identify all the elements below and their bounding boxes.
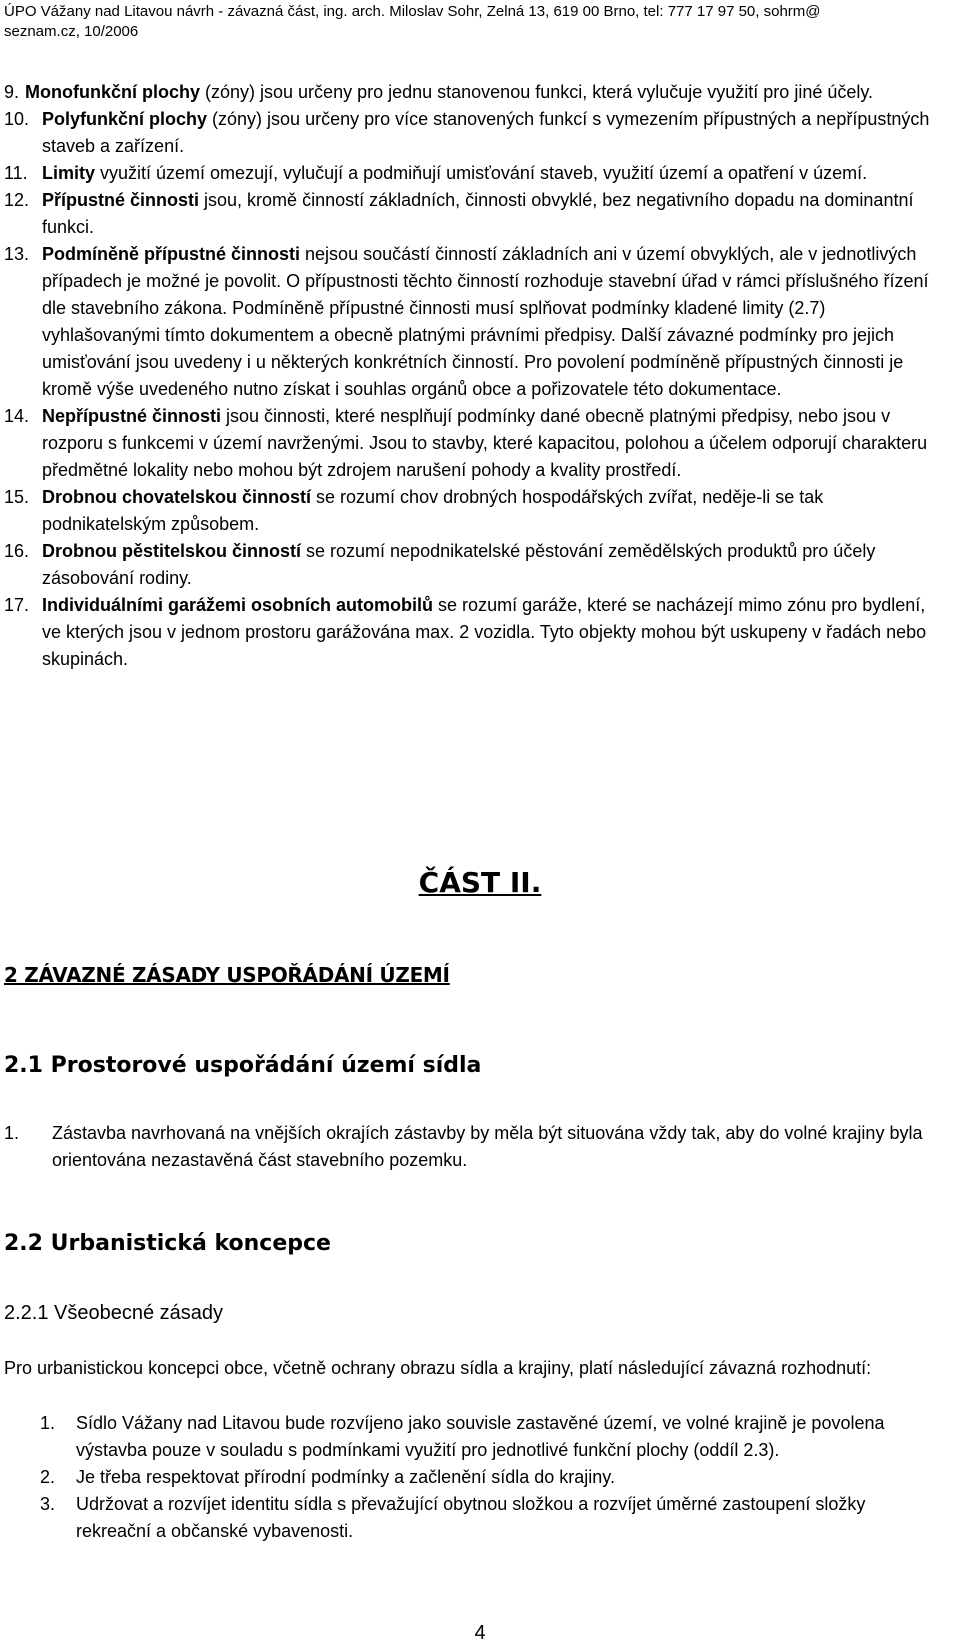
definition-item bbox=[4, 187, 944, 241]
header-line-2: seznam.cz, 10/2006 bbox=[4, 23, 139, 40]
definition-text: nejsou součástí činností základních ani v území obvyklých, ale v jednotlivých případech je možné je povolit. O přípustnosti těchto činností rozhoduje stavební úřad v rámci příslušného řízení dle stavebního zákona. Podmíněně přípustné činnosti musí splňovat podmínky kladené limity (2.7) vyhlašovanými tímto dokumentem a obecně platnými právními předpisy. Další závazné podmínky pro jejich umisťování jsou uvedeny i u některých konkrétních činností. Pro povolení podmíněně přípustných činnosti je kromě výše uvedeného nutno získat i souhlas orgánů obce a pořizovatele této dokumentace. bbox=[42, 244, 929, 399]
definition-term: Monofunkční plochy bbox=[25, 82, 201, 102]
section-heading: 2.1 Prostorové uspořádání území sídla bbox=[4, 1053, 482, 1078]
numbered-list bbox=[4, 1410, 944, 1545]
definition-term: Drobnou pěstitelskou činností bbox=[42, 541, 302, 561]
list-item-text: Udržovat a rozvíjet identitu sídla s převažující obytnou složkou a rozvíjet úměrné zastoupení složky rekreační a občanské vybavenosti. bbox=[76, 1494, 866, 1541]
chapter-title: 2 ZÁVAZNÉ ZÁSADY USPOŘÁDÁNÍ ÚZEMÍ bbox=[4, 963, 450, 987]
definition-text: využití území omezují, vylučují a podmiňují umisťování staveb, využití území a opatření v území. bbox=[95, 163, 868, 183]
definition-term: Polyfunkční plochy bbox=[42, 109, 208, 129]
definition-text: se rozumí garáže, které se nacházejí mimo zónu pro bydlení, ve kterých jsou v jednom prostoru garážována max. 2 vozidla. Tyto objekty mohou být uskupeny v řadách nebo skupinách. bbox=[42, 595, 927, 669]
definition-item bbox=[4, 79, 944, 106]
paragraph-text: Zástavba navrhovaná na vnějších okrajích zástavby by měla být situována vždy tak, aby do volné krajiny byla orientována nezastavěná část stavebního pozemku. bbox=[52, 1123, 923, 1170]
definition-term: Drobnou chovatelskou činností bbox=[42, 487, 312, 507]
header-line-1: ÚPO Vážany nad Litavou návrh - závazná část, ing. arch. Miloslav Sohr, Zelná 13, 619 00 Brno, tel: 777 17 97 50, sohrm@ bbox=[4, 3, 821, 20]
definition-item bbox=[4, 484, 944, 538]
definition-item bbox=[4, 160, 944, 187]
definition-term: Nepřípustné činnosti bbox=[42, 406, 222, 426]
definition-number: 17. bbox=[4, 595, 30, 615]
paragraph-number: 1. bbox=[4, 1123, 20, 1143]
part-title: ČÁST II. bbox=[418, 866, 542, 899]
definition-number: 11. bbox=[4, 163, 28, 183]
page-number: 4 bbox=[474, 1622, 486, 1644]
definition-text: jsou činnosti, které nesplňují podmínky dané obecně platnými předpisy, nebo jsou v rozporu s funkcemi v území navrženými. Jsou to stavby, které kapacitou, polohou a účelem odporují charakteru předmětné lokality nebo mohou být zdrojem narušení pohody a kvality prostředí. bbox=[42, 406, 928, 480]
intro-paragraph: Pro urbanistickou koncepci obce, včetně ochrany obrazu sídla a krajiny, platí následující závazná rozhodnutí: bbox=[4, 1358, 872, 1378]
definition-number: 10. bbox=[4, 109, 30, 129]
list-item-number: 2. bbox=[40, 1467, 56, 1487]
definition-text: se rozumí chov drobných hospodářských zvířat, neděje-li se tak podnikatelským způsobem. bbox=[42, 487, 824, 534]
list-item-text: Sídlo Vážany nad Litavou bude rozvíjeno jako souvisle zastavěné území, ve volné krajině je povolena výstavba pouze v souladu s podmínkami využití pro jednotlivé funkční plochy (oddíl 2.3). bbox=[76, 1413, 885, 1460]
definition-text: (zóny) jsou určeny pro jednu stanovenou funkci, která vylučuje využití pro jiné účely. bbox=[200, 82, 874, 102]
list-item bbox=[4, 1410, 944, 1464]
list-item-number: 1. bbox=[40, 1413, 56, 1433]
definition-text: (zóny) jsou určeny pro více stanovených funkcí s vymezením přípustných a nepřípustných staveb a zařízení. bbox=[42, 109, 930, 156]
definition-text: se rozumí nepodnikatelské pěstování zemědělských produktů pro účely zásobování rodiny. bbox=[42, 541, 876, 588]
definition-term: Podmíněně přípustné činnosti bbox=[42, 244, 301, 264]
definition-number: 9. bbox=[4, 82, 20, 102]
section-heading: 2.2 Urbanistická koncepce bbox=[4, 1231, 331, 1256]
list-item bbox=[4, 1491, 944, 1545]
list-item-number: 3. bbox=[40, 1494, 56, 1514]
list-item bbox=[4, 1464, 944, 1491]
definition-text: jsou, kromě činností základních, činnosti obvyklé, bez negativního dopadu na dominantní funkci. bbox=[42, 190, 914, 237]
definition-item bbox=[4, 403, 944, 484]
definitions-list bbox=[4, 79, 944, 673]
page-header bbox=[4, 2, 954, 42]
definition-term: Přípustné činnosti bbox=[42, 190, 200, 210]
definition-number: 14. bbox=[4, 406, 30, 426]
definition-number: 13. bbox=[4, 244, 30, 264]
definition-term: Limity bbox=[42, 163, 96, 183]
definition-term: Individuálními garážemi osobních automobilů bbox=[42, 595, 434, 615]
definition-item bbox=[4, 241, 944, 403]
definition-number: 12. bbox=[4, 190, 30, 210]
definition-number: 16. bbox=[4, 541, 30, 561]
list-item-text: Je třeba respektovat přírodní podmínky a začlenění sídla do krajiny. bbox=[76, 1467, 615, 1487]
numbered-paragraph bbox=[4, 1120, 944, 1174]
definition-item bbox=[4, 106, 944, 160]
subsection-heading: 2.2.1 Všeobecné zásady bbox=[4, 1302, 224, 1324]
definition-item bbox=[4, 592, 944, 673]
definition-number: 15. bbox=[4, 487, 30, 507]
definition-item bbox=[4, 538, 944, 592]
